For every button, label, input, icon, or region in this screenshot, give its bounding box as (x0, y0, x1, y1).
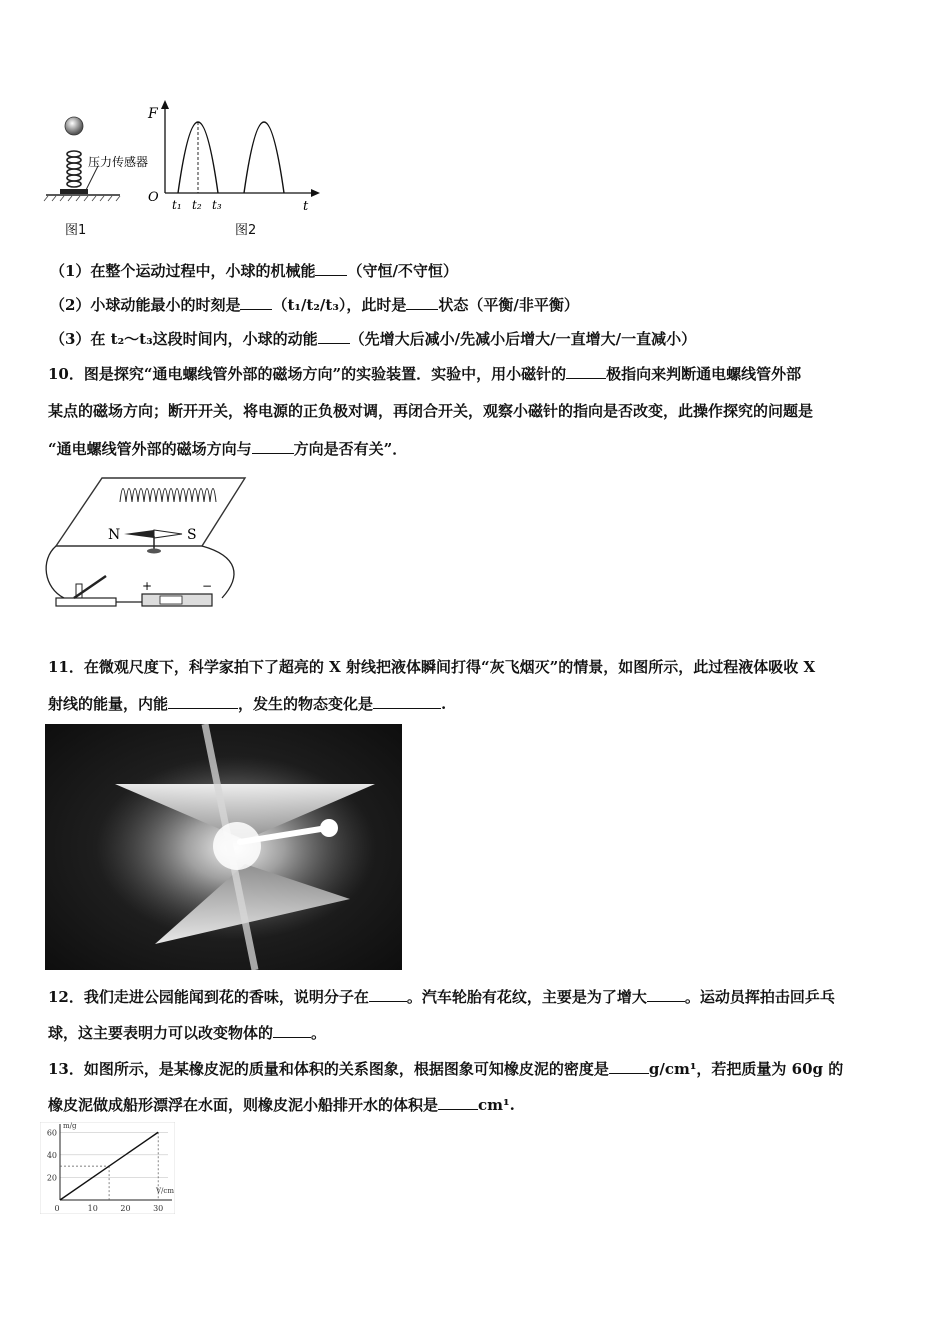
q10-blank-2[interactable] (252, 439, 294, 454)
figure-2-force-time-graph (140, 98, 325, 216)
needle-s-half (154, 530, 182, 538)
battery-minus: − (202, 579, 213, 593)
x-tick-label: 0 (54, 1204, 60, 1213)
q11-line-1: 11．在微观尺度下，科学家拍下了超亮的 X 射线把液体瞬间打得“灰飞烟灭”的情景，如图所示，此过程液体吸收 X (48, 658, 816, 676)
solenoid-coil (120, 489, 216, 503)
q9-part-3: （3）在 t₂～t₃这段时间内，小球的动能 （先增大后减小/先减小后增大/一直增大/一直减小） (50, 330, 697, 348)
y-tick-label: 20 (46, 1173, 57, 1183)
switch-base (56, 598, 116, 606)
y-axis-label: m/g (63, 1122, 77, 1130)
x-tick-label: 30 (153, 1204, 164, 1213)
battery-plus: + (142, 579, 153, 593)
tick-t2: t₂ (192, 198, 202, 212)
y-tick-label: 40 (46, 1150, 57, 1160)
q11-blank-2[interactable] (373, 694, 441, 709)
f-axis-arrow (161, 100, 169, 109)
q10-line-2: 某点的磁场方向；断开开关，将电源的正负极对调，再闭合开关，观察小磁针的指向是否改变，此操作探究的问题是 (48, 402, 814, 420)
t-axis-label: t (303, 199, 309, 214)
switch-lever (74, 576, 106, 598)
wire-left (46, 546, 64, 598)
mass-volume-chart (40, 1122, 175, 1214)
figure-2-caption: 图2 (235, 223, 257, 238)
q12-blank-3[interactable] (273, 1023, 311, 1038)
q11-line-2: 射线的能量，内能 ，发生的物态变化是 . (48, 695, 447, 713)
f-axis-label: F (148, 106, 158, 122)
y-tick-label: 60 (46, 1128, 57, 1138)
q12-line-2: 球，这主要表明力可以改变物体的 。 (48, 1024, 327, 1042)
x-tick-label: 10 (87, 1204, 98, 1213)
q9-blank-1[interactable] (315, 261, 347, 276)
q9-part-1: （1）在整个运动过程中，小球的机械能 （守恒/不守恒） (50, 262, 458, 280)
q10-line-3: “通电螺线管外部的磁场方向与 方向是否有关”． (48, 440, 408, 458)
q13-line-2: 橡皮泥做成船形漂浮在水面，则橡皮泥小船排开水的体积是 cm¹. (48, 1096, 515, 1114)
flash-center (213, 822, 261, 870)
needle-n-half (124, 530, 154, 538)
label-s: S (187, 527, 197, 543)
sensor-label: 压力传感器 (88, 155, 149, 169)
q9-blank-4[interactable] (318, 329, 350, 344)
solenoid-experiment-figure (42, 470, 247, 620)
force-pulse-2 (244, 122, 284, 193)
beam-spot (320, 819, 338, 837)
battery-cell (160, 596, 182, 604)
q9-part-2: （2）小球动能最小的时刻是 （t₁/t₂/t₃），此时是 状态（平衡/非平衡） (50, 296, 579, 314)
q10-blank-1[interactable] (566, 364, 606, 379)
q11-blank-1[interactable] (168, 694, 238, 709)
sensor-pointer (86, 166, 98, 190)
q12-line-1: 12．我们走进公园能闻到花的香味，说明分子在 。汽车轮胎有花纹，主要是为了增大 。运动员挥拍击回乒乓 (48, 988, 835, 1006)
xray-liquid-photo (45, 724, 402, 970)
q9-blank-2[interactable] (240, 295, 272, 310)
label-n: N (108, 527, 121, 543)
q10-line-1: 10．图是探究“通电螺线管外部的磁场方向”的实验装置．实验中，用小磁针的 极指向来判断通电螺线管外部 (48, 365, 802, 383)
tick-t3: t₃ (212, 198, 222, 212)
t-axis-arrow (311, 189, 320, 197)
q13-line-1: 13．如图所示，是某橡皮泥的质量和体积的关系图象，根据图象可知橡皮泥的密度是 g/cm¹，若把质量为 60g 的 (48, 1060, 844, 1078)
x-axis-label: V/cm (156, 1187, 174, 1195)
origin-label: O (148, 190, 159, 205)
x-tick-label: 20 (120, 1204, 131, 1213)
q12-blank-1[interactable] (369, 987, 407, 1002)
ball (65, 117, 83, 135)
ground-hatch (44, 196, 120, 201)
figure-1-caption: 图1 (65, 223, 87, 238)
tick-t1: t₁ (172, 198, 182, 212)
sensor-plate (60, 189, 88, 194)
q13-blank-2[interactable] (438, 1095, 478, 1110)
needle-base (147, 549, 161, 554)
q12-blank-2[interactable] (647, 987, 685, 1002)
q13-blank-1[interactable] (609, 1059, 649, 1074)
q9-blank-3[interactable] (406, 295, 438, 310)
spring (67, 151, 81, 187)
